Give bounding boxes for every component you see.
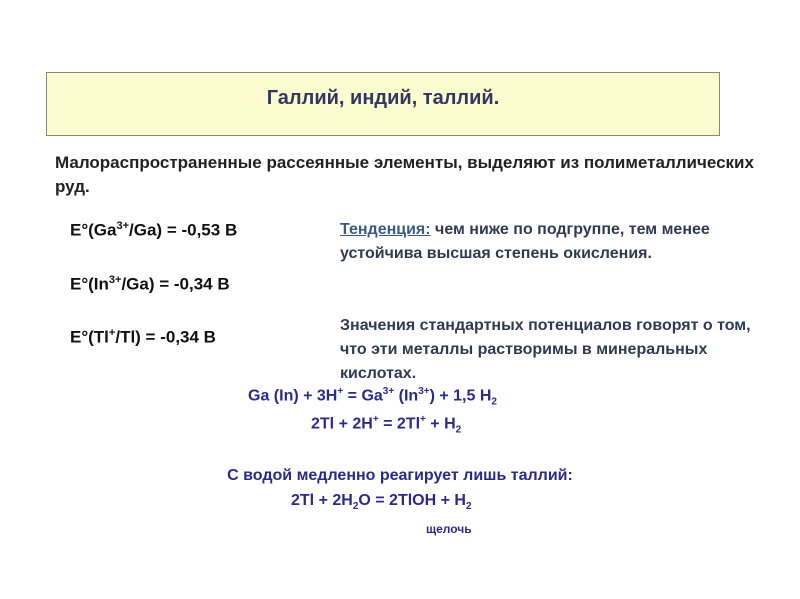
title-box (46, 72, 720, 136)
equation-acid-tl: $2Tl + 2H^+ = 2Tl^+ + H_2$ (311, 414, 462, 436)
potential-tl: E°(Tl+/Tl) = -0,34 В (70, 327, 216, 347)
tendency-text: Тенденция: чем ниже по подгруппе, тем менее устойчива высшая степень окисления. (340, 221, 710, 262)
potential-in: $E^\circ(In^{3+}/Ga) = -0,34$ В (70, 274, 230, 294)
potentials-explanation: Значения стандартных потенциалов говорят о том, что эти металлы растворимы в минеральных кислотах. (340, 317, 751, 382)
tendency-label: Тенденция: (340, 221, 431, 238)
intro-text: Малораспространенные рассеянные элементы, выделяют из полиметаллических руд. (55, 153, 754, 196)
water-reaction-text: С водой медленно реагирует лишь таллий: (227, 467, 573, 484)
equation-acid-ga-in: Ga $(In) + 3H^+ = Ga^{3+}$ $(In^{3+}) + 1,5$ $H_2$ (248, 386, 497, 408)
equation-water-tl: $2Tl + 2H_2O$ = 2TlOH + $H_2$ (291, 492, 472, 513)
alkali-note: щелочь (426, 522, 472, 536)
page-title: Галлий, индий, таллий. (266, 87, 500, 109)
potential-ga: $E^\circ(Ga^{3+}/Ga) = -0,53$ В (70, 220, 238, 240)
